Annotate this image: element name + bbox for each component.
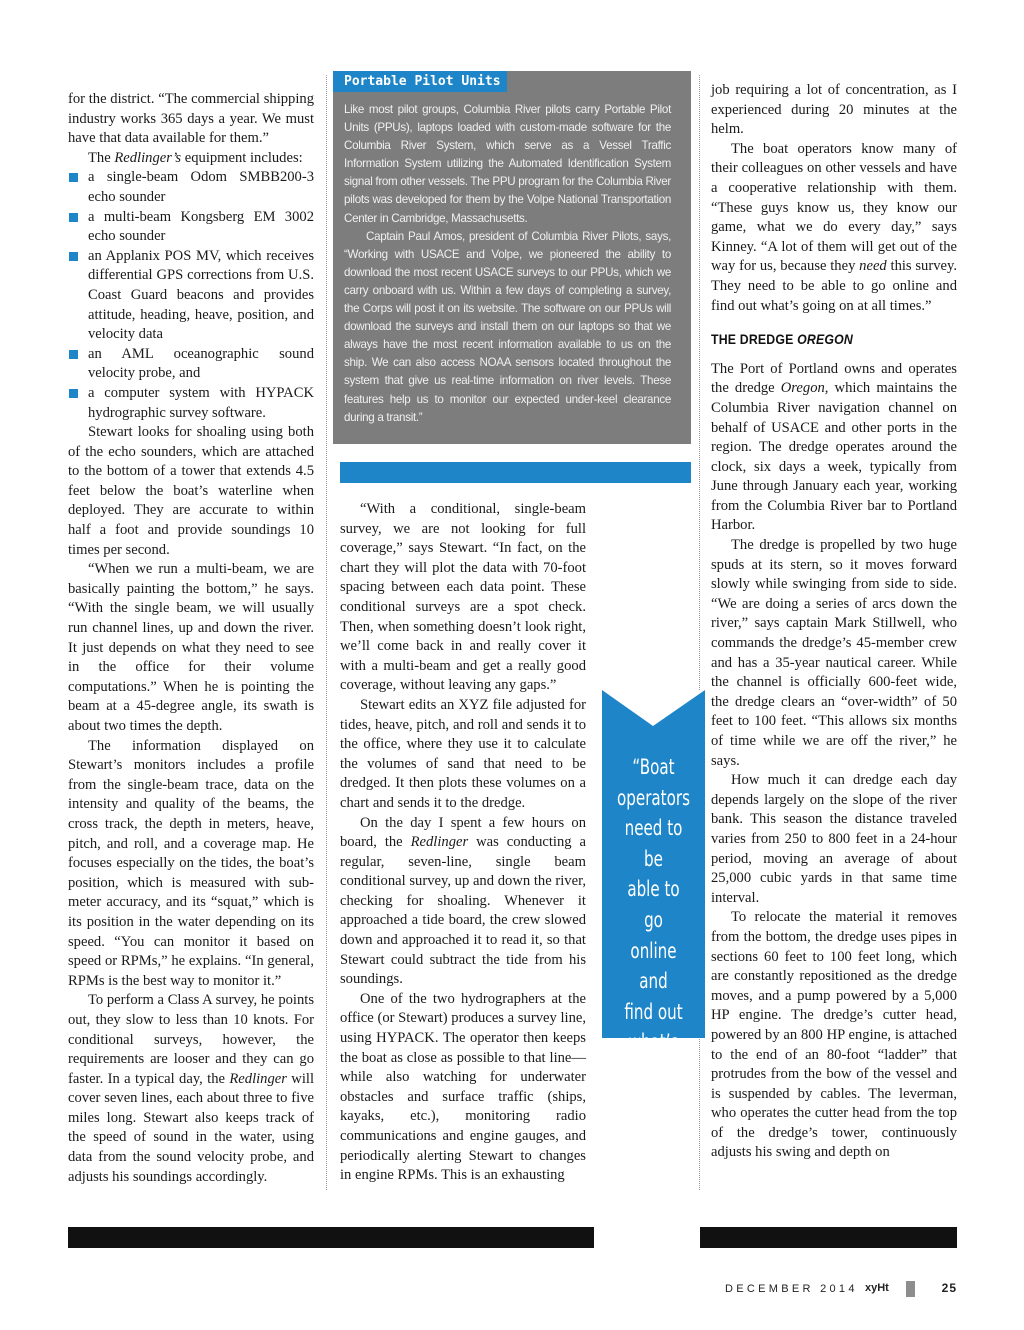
column-divider [326,75,327,1190]
list-item-text: a single-beam Odom SMBB200-3 echo sounder [88,169,314,205]
pull-quote-line: operators [617,785,690,810]
text-span: The [88,149,115,166]
text-span: The Port of Portland owns and operates the dredge [711,360,957,397]
paragraph: job requiring a lot of concentration, as I experienced during 20 minutes at the helm. [711,82,957,138]
sidebar-title: Portable Pilot Units [333,71,507,92]
pull-quote-line: online and [630,938,677,994]
paragraph: Stewart edits an XYZ file adjusted for tides, heave, pitch, and roll and sends it to the office, where they use it to calculate the volumes of sand that need to be dredged. It then plots these volumes on a chart and sends it to the dredge. [340,696,586,811]
text-span: this survey. They need to be able to go online and find out what’s going on at all times.” [711,258,957,314]
list-item-text: an Applanix POS MV, which receives differential GPS corrections from U.S. Coast Guard beacons and provides attitude, heading, heave, position, and velocity data [88,247,314,343]
article-column-2 [340,500,586,1186]
paragraph [68,149,314,169]
footer-bar [700,1227,957,1248]
paragraph: One of the two hydrographers at the office (or Stewart) produces a survey line, using HYPACK. The operator then keeps the boat as close as possible to that line—while also watching for underwater obstacles and surface traffic (ships, kayaks, etc.), monitoring radio communications and engine gauges, and periodically alerting Stewart to changes in engine RPMs. This is an exhausting [340,990,586,1184]
accent-band [340,462,691,483]
vessel-name: Redlinger’s [114,149,182,166]
text-span: was conducting a regular, seven-line, single beam conditional survey, up and down the river, checking for shoaling. Whenever it approached a tide board, the crew slowed down and approached it to read it, so that Stewart could subtract the tide from his soundings. [340,834,586,988]
vessel-name: Oregon, [780,380,829,397]
section-subhead [711,330,927,350]
bullet-square-icon [69,350,78,359]
bullet-square-icon [69,252,78,261]
text-span: To perform a Class A survey, he points out, they slow to less than 10 knots. For conditional surveys, however, the requirements are looser and they can go faster. In a typical day, the [68,992,314,1087]
folio [725,1282,957,1298]
paragraph: How much it can dredge each day depends largely on the slope of the river bank. This season the distance traveled varies from 250 to 800 feet in a 24-hour period, moving an average of about 25,000 cubic yards in that same time interval. [711,772,957,906]
sidebar-box [333,71,691,444]
pull-quote-line: able to go [627,877,680,932]
text-span: will cover seven lines, each about three to five miles long. Stewart also keeps track of the speed of sound in the water, using data from the sound velocity probe, and adjusts his soundings accordingly. [68,1070,315,1185]
subhead-vessel-name: OREGON [797,331,853,348]
paragraph: “When we run a multi-beam, we are basically painting the bottom,” he says. “With the single beam, we will usually run channel lines, up and down the river. It just depends on what they need to see in the office for their volume computations.” When he is pointing the beam at a 45-degree angle, its swath is about two times the depth. [68,561,314,734]
list-item-text: a multi-beam Kongsberg EM 3002 echo sounder [88,208,314,245]
list-item-text: a computer system with HYPACK hydrographic survey software. [88,384,314,421]
article-column-3 [711,81,957,1163]
text-span: equipment includes: [181,149,303,166]
pull-quote-text [616,752,690,1180]
sidebar-body [344,101,671,427]
page-number: 25 [941,1281,957,1295]
folio-separator [906,1281,915,1297]
paragraph: To relocate the material it removes from the bottom, the dredge uses pipes in sections 60 feet to 100 feet long, which are constantly repositioned as the dredge moves, and a pump powered by a 5,000 HP engine. The dredge’s cutter head, powered by an 800 HP engine, is attached to the end of an 80-foot “ladder” that protrudes from the bow of the vessel and is suspended by cables. The leverman, who operates the cutter head from the top of the dredge’s tower, continuously adjusts his swing and depth on [711,909,957,1161]
text-span: The boat operators know many of their colleagues on other vessels and have a cooperative relationship with them. “These guys know us, they know our game, what we do every day,” says Kinney. “A lot of them will get out of the way for us, because they [711,140,957,275]
issue-date: DECEMBER 2014 [725,1283,858,1295]
list-item [68,168,314,207]
vessel-name: Redlinger [229,1070,287,1087]
list-item [68,208,314,247]
magazine-name: xyHt [865,1282,889,1294]
list-item [68,247,314,345]
pull-quote-line: need to be [624,816,683,871]
paragraph: The dredge is propelled by two huge spuds at its stern, so it moves forward slowly while swinging from side to side. “We are doing a series of arcs down the river,” says captain Mark Stillwell, who commands the dredge’s 45-member crew and has a 35-year nautical career. While the channel is officially 600-feet wide, the dredge clears an “over-width” of 50 feet to 100 feet. “This allows six months of time while we are off the river,” he says. [711,537,957,769]
article-column-1 [68,90,314,1187]
pull-quote-line: going on at [620,1060,687,1116]
paragraph [711,140,957,316]
sidebar-paragraph: Captain Paul Amos, president of Columbia River Pilots, says, “Working with USACE and Volpe, we pioneered the ability to download the most recent USACE surveys to our PPUs, which we carry onboard with us. Within a few days of completing a survey, the Corps will post it on its website. The software on our PPUs will download the surveys and install them on our laptops so that we always have the most recent information available to us on the ship. We can also access NOAA sensors located throughout the system that give us real-time information on river levels. These features help us to monitor our expected under-keel clearance during a transit.” [344,229,671,424]
vessel-name: Redlinger [410,834,469,851]
list-item-text: an AML oceanographic sound velocity probe, and [88,345,314,382]
chevron-notch-icon [602,690,705,726]
paragraph: The information displayed on Stewart’s monitors includes a profile from the single-beam trace, data on the intensity and quality of the beams, the cross track, the depth in meters, heave, pitch, and roll, and a coverage map. He focuses especially on the tides, the boat’s position, which is measured with sub-meter accuracy, and its “squat,” which is its position in the water depending on its speed. “You can monitor it based on speed or RPMs,” he explains. “In general, RPMs is the best way to monitor it.” [68,737,314,989]
subhead-text: THE DREDGE [711,331,798,348]
paragraph: “With a conditional, single-beam survey, we are not looking for full coverage,” says Stewart. “In fact, on the chart they will plot the data with 70-foot spacing between each data point. These conditional surveys are a spot check. Then, when something doesn’t look right, we’ll come back in and really cover it with a multi-beam and get a really good coverage, without leaving any gaps.” [340,501,586,694]
paragraph [68,991,314,1187]
bullet-square-icon [69,213,78,222]
pull-quote-line: find out [624,999,683,1024]
paragraph [340,814,586,990]
pull-quote-line: all times.” [626,1122,681,1177]
emphasis: need [859,258,887,275]
list-item [68,384,314,423]
bullet-square-icon [69,389,78,398]
sidebar-paragraph: Like most pilot groups, Columbia River pilots carry Portable Pilot Units (PPUs), laptops loaded with custom-made software for the Columbia River System, which serve as a Vessel Traffic Information System utilizing the Automated Identification System signal from other vessels. The PPU program for the Columbia River pilots was developed for them by the Volpe National Transportation Center in Cambridge, Massachusetts. [344,103,671,225]
pull-quote [602,690,705,1177]
footer-bar [68,1227,594,1248]
paragraph: for the district. “The commercial shipping industry works 365 days a year. We must have that data available for them.” [68,91,314,147]
paragraph: Stewart looks for shoaling using both of the echo sounders, which are attached to the bottom of a tower that extends 4.5 feet below the boat’s waterline when deployed. They are accurate to within half a foot and provide soundings 10 times per second. [68,424,314,558]
text-span: which maintains the Columbia River navigation channel on behalf of USACE and other ports in the region. The dredge operates around the clock, six days a week, typically from June through January each year, working from the Columbia River bar to Portland Harbor. [711,380,957,534]
list-item [68,345,314,384]
text-span: On the day I spent a few hours on board, the [340,814,586,851]
paragraph [711,360,957,536]
pull-quote-line: what’s [628,1030,679,1055]
equipment-list [68,168,314,423]
bullet-square-icon [69,173,78,182]
pull-quote-line: “Boat [632,755,675,779]
